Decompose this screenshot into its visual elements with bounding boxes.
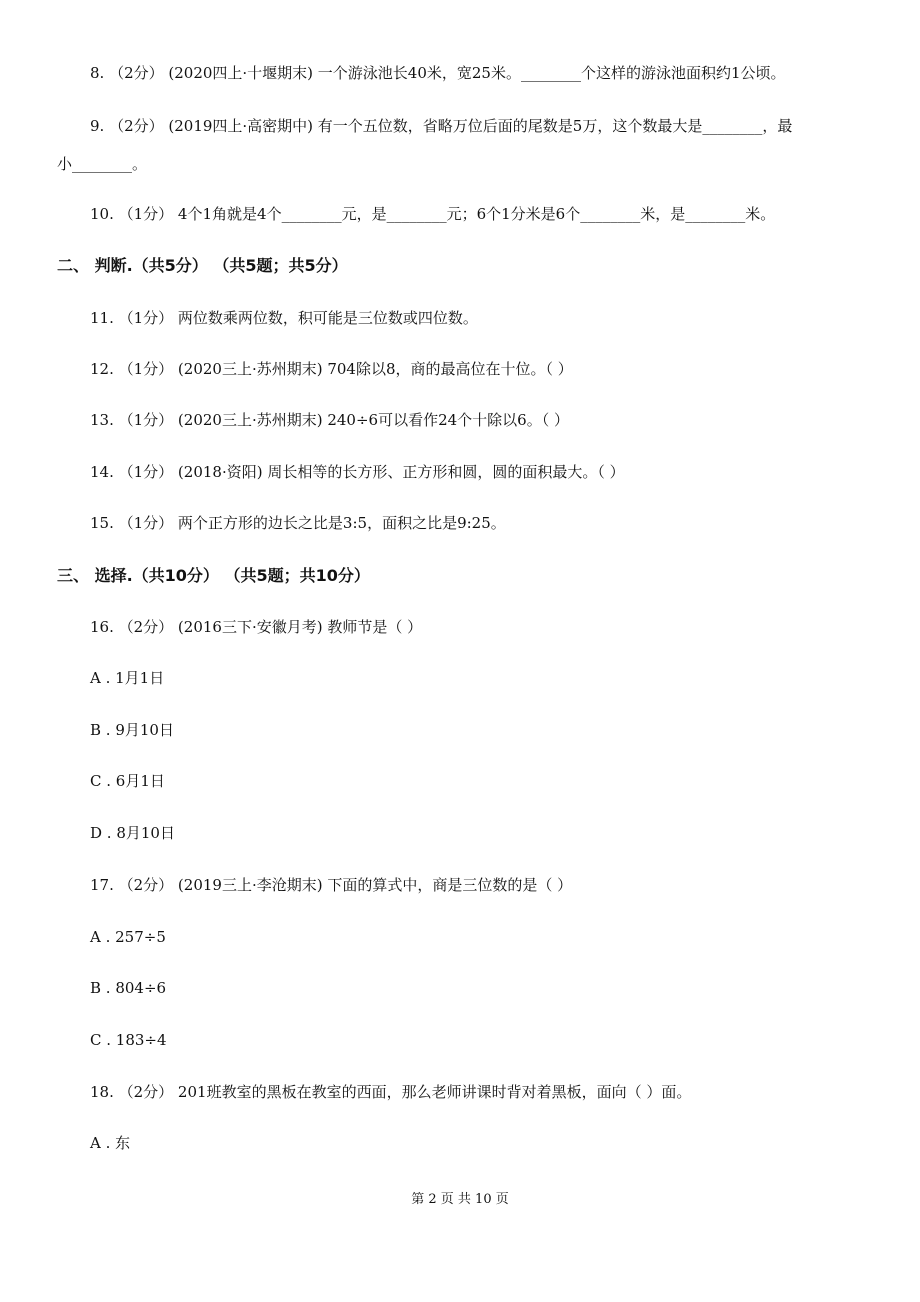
- question-13: 13. （1分） (2020三上·苏州期末) 240÷6可以看作24个十除以6。（ ）: [90, 411, 569, 429]
- question-16: 16. （2分） (2016三下·安徽月考) 教师节是（ ）: [90, 618, 423, 636]
- question-17: 17. （2分） (2019三上·李沧期末) 下面的算式中，商是三位数的是（ ）: [90, 876, 573, 894]
- question-16-option-c: C . 6月1日: [90, 772, 165, 790]
- question-17-option-a: A . 257÷5: [90, 928, 166, 946]
- question-17-option-c: C . 183÷4: [90, 1031, 167, 1049]
- question-15: 15. （1分） 两个正方形的边长之比是3:5，面积之比是9:25。: [90, 514, 506, 532]
- question-16-option-a: A . 1月1日: [90, 669, 165, 687]
- question-16-option-b: B . 9月10日: [90, 721, 174, 739]
- question-11: 11. （1分） 两位数乘两位数，积可能是三位数或四位数。: [90, 309, 478, 327]
- question-16-option-d: D . 8月10日: [90, 824, 175, 842]
- question-10: 10. （1分） 4个1角就是4个________元，是________元；6个1分米是6个________米，是________米。: [90, 205, 776, 223]
- question-9-line-1: 9. （2分） (2019四上·高密期中) 有一个五位数，省略万位后面的尾数是5万，这个数最大是________，最: [90, 117, 793, 135]
- question-8: 8. （2分） (2020四上·十堰期末) 一个游泳池长40米，宽25米。________个这样的游泳池面积约1公顷。: [90, 64, 786, 82]
- question-12: 12. （1分） (2020三上·苏州期末) 704除以8，商的最高位在十位。（ ）: [90, 360, 573, 378]
- question-14: 14. （1分） (2018·资阳) 周长相等的长方形、正方形和圆，圆的面积最大。（ ）: [90, 463, 625, 481]
- section-heading-judgement: 二、 判断.（共5分） （共5题；共5分）: [57, 256, 348, 275]
- section-heading-choice: 三、 选择.（共10分） （共5题；共10分）: [57, 566, 370, 585]
- question-9-line-2: 小________。: [57, 155, 148, 173]
- question-18-option-a: A . 东: [90, 1134, 131, 1152]
- question-17-option-b: B . 804÷6: [90, 979, 167, 997]
- page-footer: 第 2 页 共 10 页: [411, 1192, 509, 1207]
- question-18: 18. （2分） 201班教室的黑板在教室的西面，那么老师讲课时背对着黑板，面向（ ）面。: [90, 1083, 692, 1101]
